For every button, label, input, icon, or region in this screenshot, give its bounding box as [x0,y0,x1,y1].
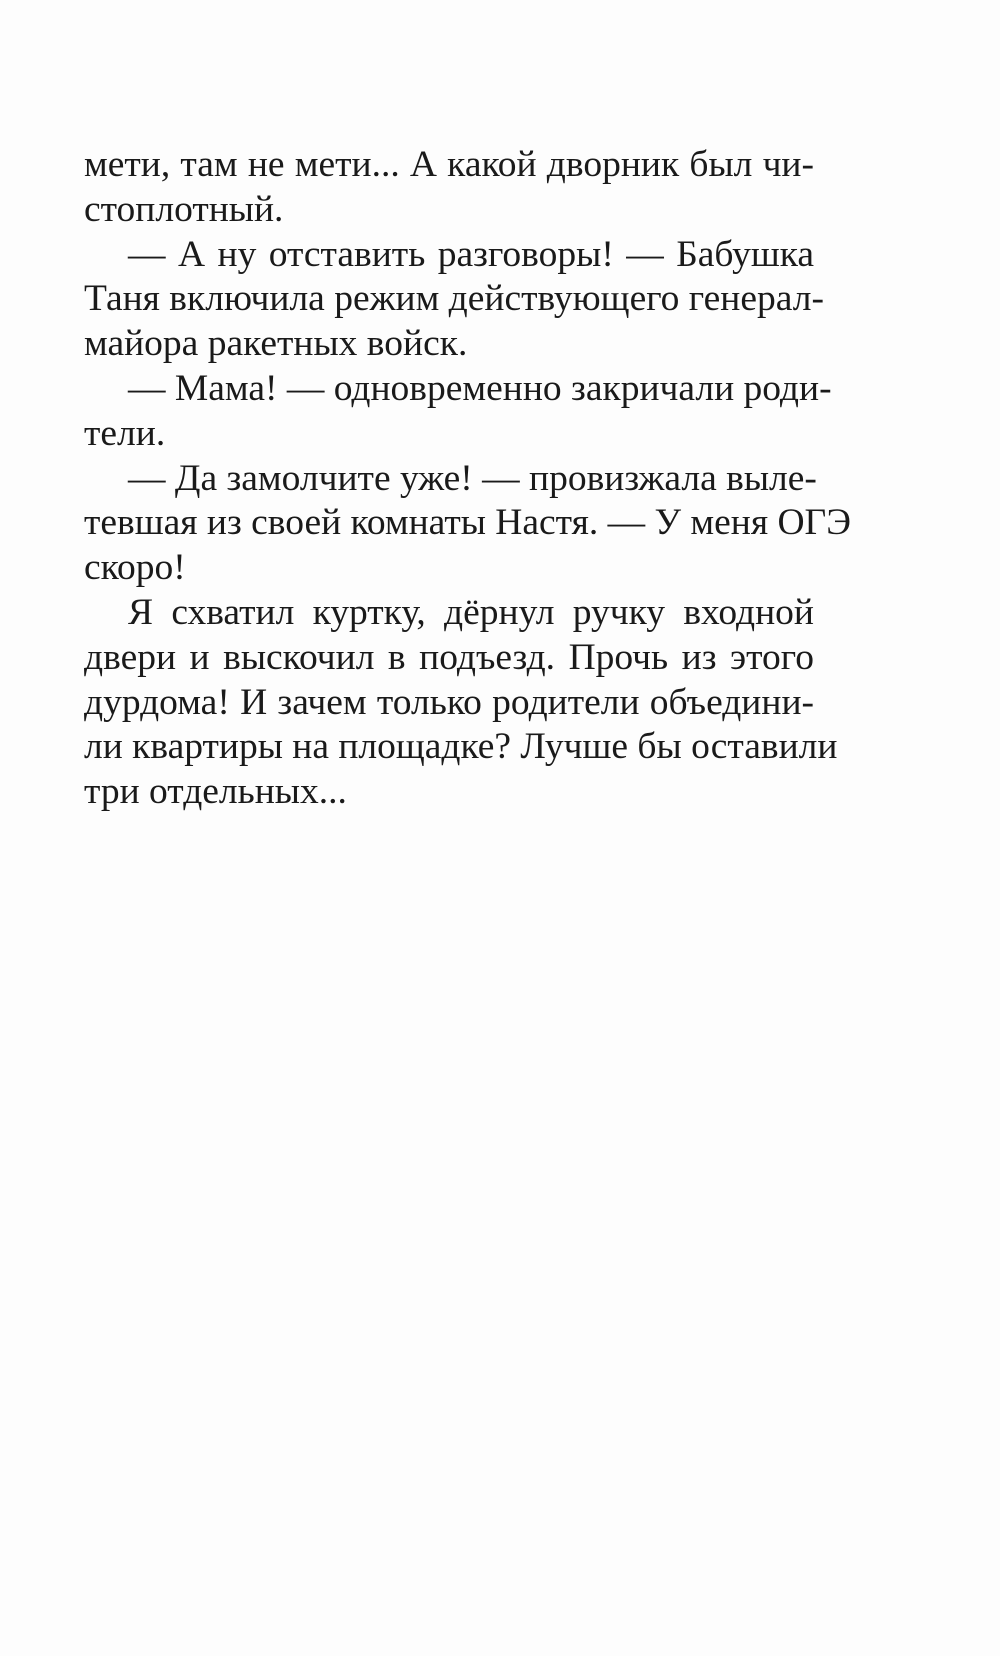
text-line: Я схватил куртку, дёрнул ручку входной [128,591,814,633]
text-line: мети, там не мети... А какой дворник был чи- [84,144,814,185]
text-line: тевшая из своей комнаты Настя. — У меня ОГЭ [84,502,851,544]
text-line: Таня включила режим действующего генерал- [84,278,824,320]
text-line: тели. [84,412,166,454]
body-text [84,143,851,815]
text-line: ли квартиры на площадке? Лучше бы оставили [84,726,838,768]
text-line: дурдома! И зачем только родители объедини- [84,681,814,723]
text-line: — Мама! — одновременно закричали роди- [128,367,832,409]
text-line: двери и выскочил в подъезд. Прочь из этого [84,636,814,678]
text-line: три отдельных... [84,771,347,813]
text-line: — Да замолчите уже! — провизжала выле- [128,457,817,499]
text-line: скоро! [84,547,186,589]
text-line: майора ракетных войск. [84,323,468,365]
text-line: — А ну отставить разговоры! — Бабушка [128,233,814,275]
text-line: стоплотный. [84,188,284,230]
